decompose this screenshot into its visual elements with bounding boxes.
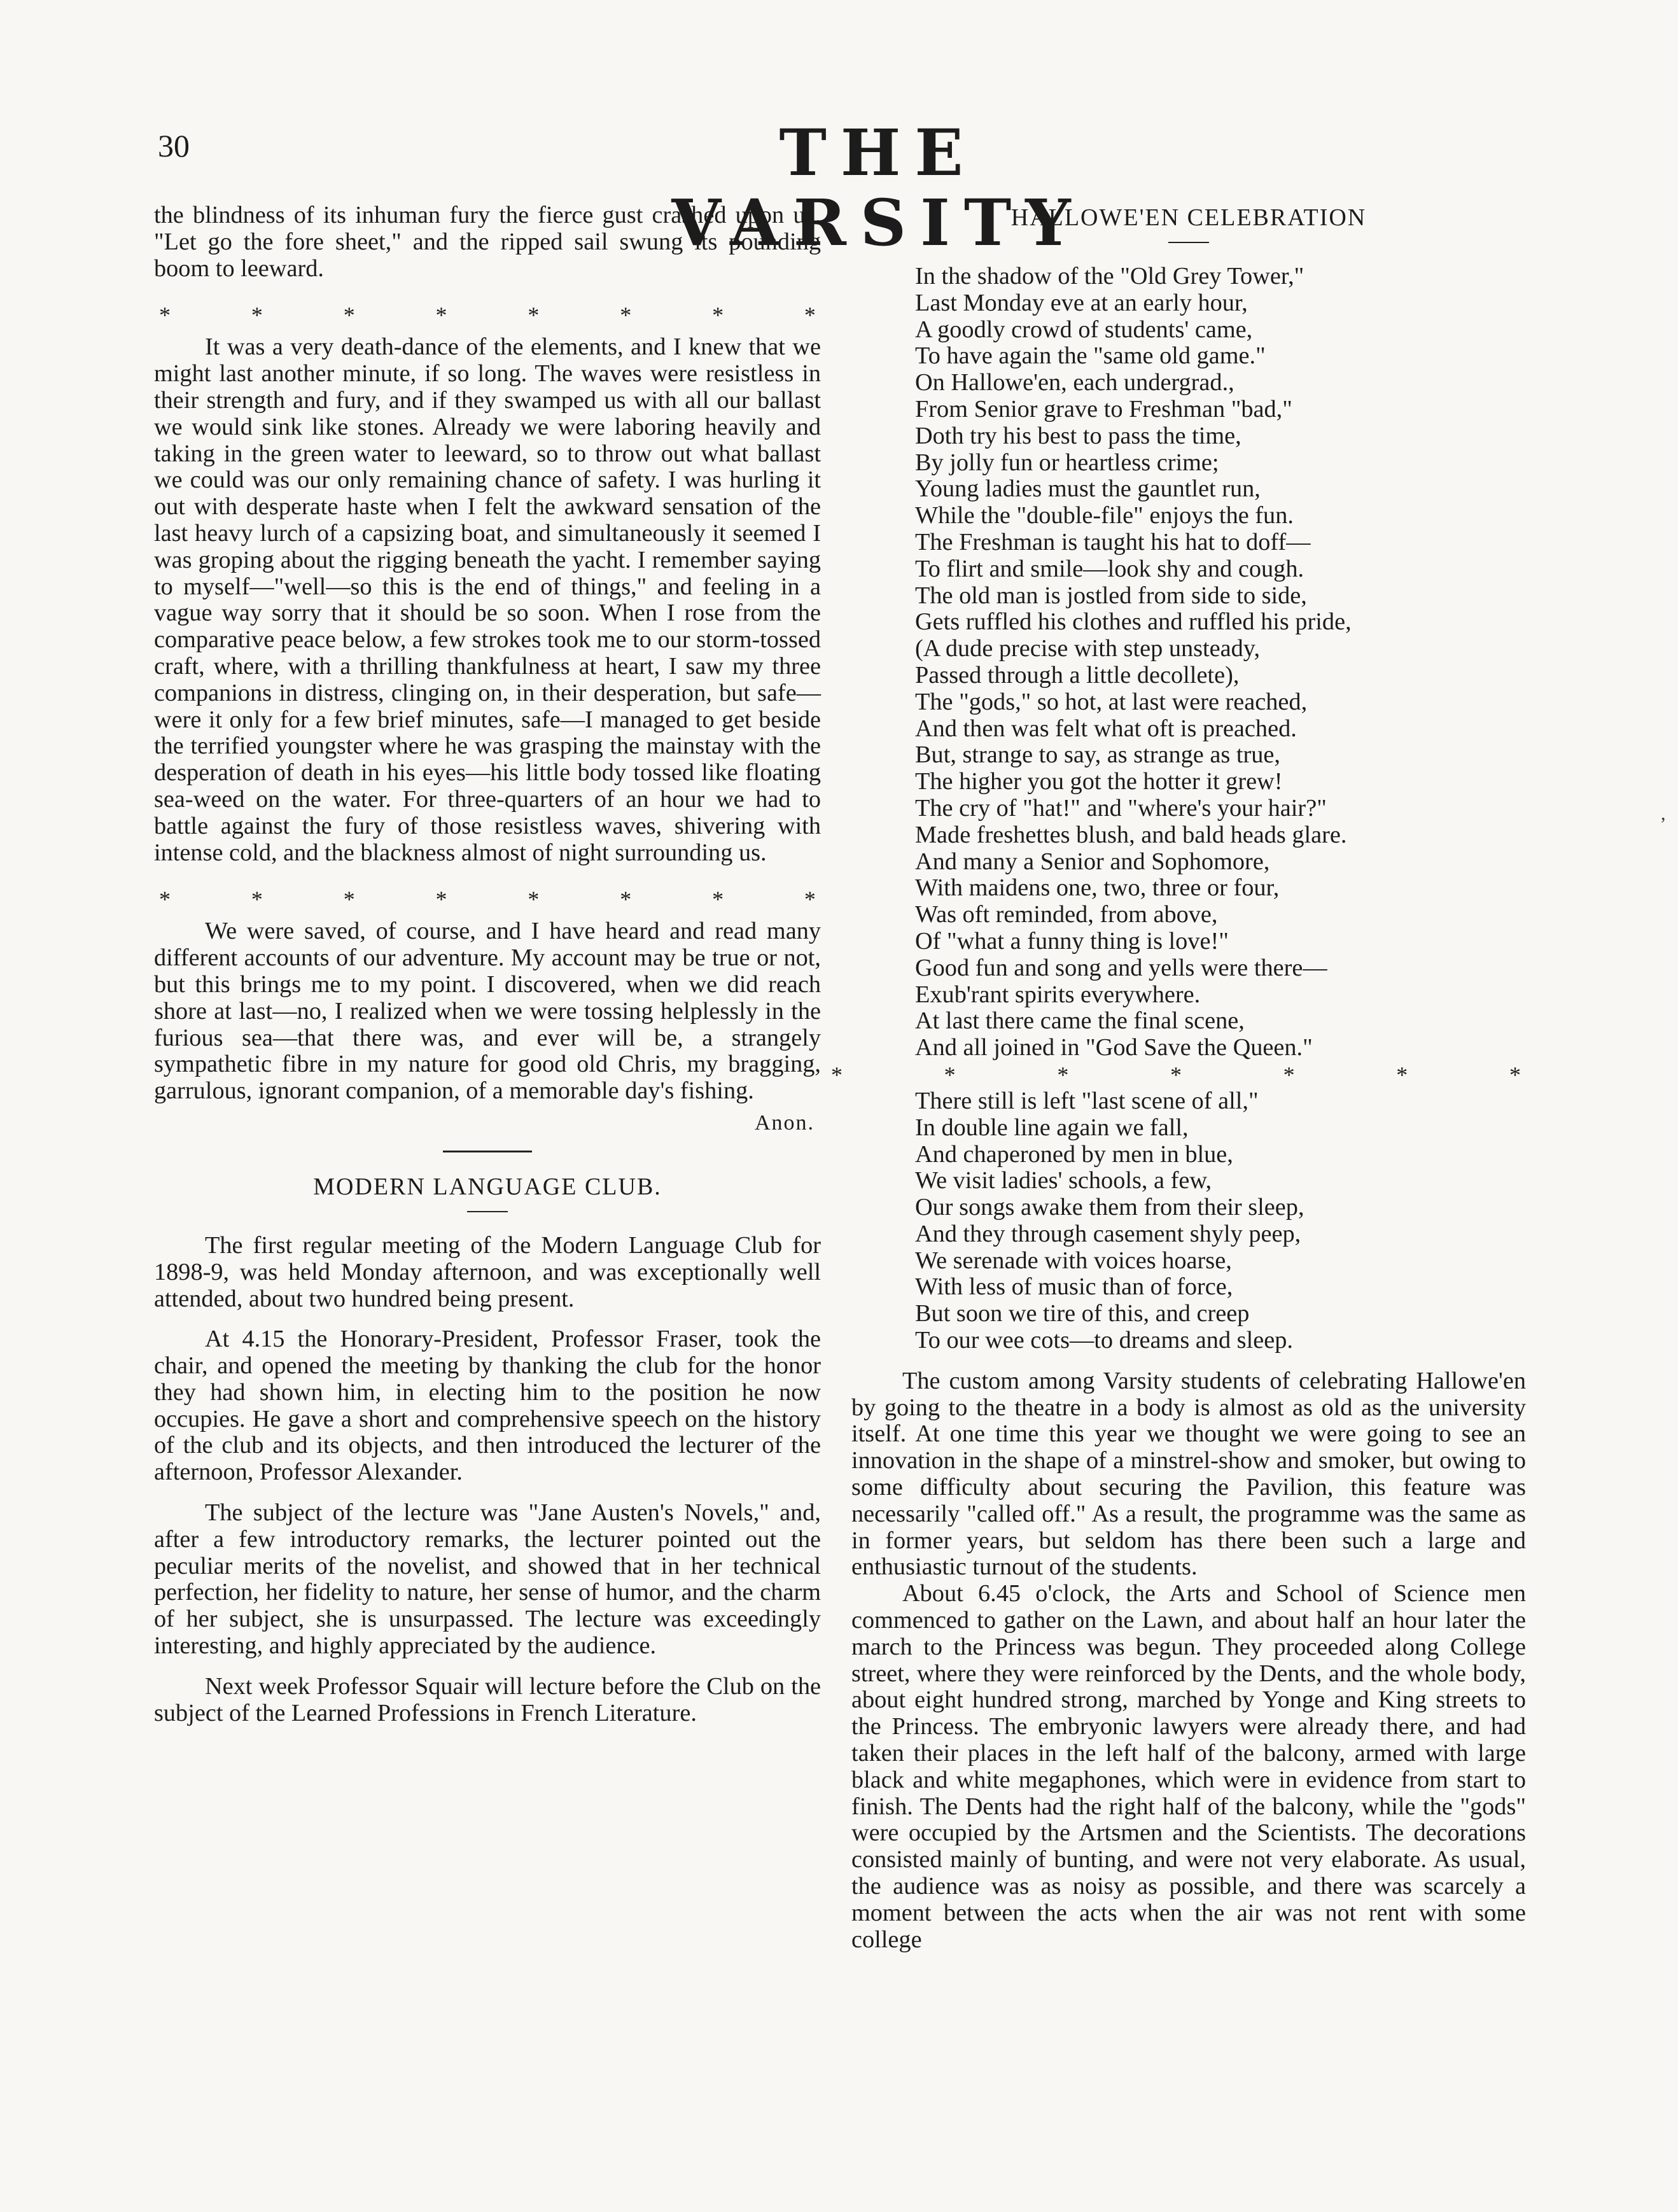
page-number: 30 xyxy=(158,128,190,164)
left-column xyxy=(154,202,821,1726)
poem-line: And they through casement shyly peep, xyxy=(915,1220,1301,1247)
poem-line: To flirt and smile—look shy and cough. xyxy=(915,555,1304,582)
poem-line: The cry of "hat!" and "where's your hair?" xyxy=(915,794,1327,822)
poem-part-2 xyxy=(851,1088,1526,1354)
poem-line: Made freshettes blush, and bald heads glare. xyxy=(915,821,1347,848)
poem-line: Young ladies must the gauntlet run, xyxy=(915,475,1261,503)
section-stars-2: * * * * * * * * xyxy=(159,886,816,913)
story-paragraph-3: We were saved, of course, and I have heard and read many different accounts of our adventure. My account may be true or not, but this brings me to my point. I discovered, when we did reach shore at last—no, I realized when we were tossing helplessly in the furious sea—that there was, and ever will be, a strangely sympathetic fibre in my nature for good old Chris, my bragging, garrulous, ignorant companion, of a memorable day's fishing. xyxy=(154,918,821,1105)
heading-rule xyxy=(1168,242,1209,243)
poem-line: And all joined in "God Save the Queen." xyxy=(915,1034,1313,1061)
poem-part-1 xyxy=(851,263,1526,1061)
poem-line: And then was felt what oft is preached. xyxy=(915,715,1297,742)
poem-line: The old man is jostled from side to side, xyxy=(915,582,1307,609)
story-paragraph-1: the blindness of its inhuman fury the fierce gust crashed upon us. "Let go the fore sheet," and the ripped sail swung its pounding boom to leeward. xyxy=(154,202,821,282)
right-column xyxy=(831,202,1526,1953)
poem-line: Doth try his best to pass the time, xyxy=(915,422,1241,449)
divider-rule xyxy=(443,1151,532,1152)
section-stars-1: * * * * * * * * xyxy=(159,302,816,328)
poem-line: With maidens one, two, three or four, xyxy=(915,874,1280,902)
story-paragraph-2: It was a very death-dance of the elements, and I knew that we might last another minute, if so long. The waves were resistless in their strength and fury, and if they swamped us with all our ballast we would sink like stones. Already we were laboring heavily and taking in the green water to leeward, so to throw out what ballast we could was our only remaining chance of safety. I was hurling it out with desperate haste when I felt the awkward sensation of the last heavy lurch of a capsizing boat, and simultaneously it seemed I was groping about the rigging beneath the yacht. I remember saying to myself—"well—so this is the end of things," and feeling in a vague way sorry that it should be so soon. When I rose from the comparative peace below, a few strokes took me to our storm-tossed craft, where, with a thrilling thankfulness at heart, I saw my three companions in distress, clinging on, in their desperation, but safe—were it only for a few brief minutes, safe—I managed to get beside the terrified youngster where he was grasping the mainstay with the desperation of death in his eyes—his little body tossed like floating sea-weed on the water. For three-quarters of an hour we had to battle against the fury of those resistless waves, shivering with intense cold, and the blackness almost of night surrounding us. xyxy=(154,333,821,866)
poem-line: Exub'rant spirits everywhere. xyxy=(915,981,1201,1008)
poem-line: We serenade with voices hoarse, xyxy=(915,1247,1232,1274)
club-paragraph-1: The first regular meeting of the Modern Language Club for 1898-9, was held Monday afternoon, and was exceptionally well attended, about two hundred being present. xyxy=(154,1231,821,1312)
poem-line: On Hallowe'en, each undergrad., xyxy=(915,369,1234,396)
club-paragraph-4: Next week Professor Squair will lecture before the Club on the subject of the Learned Professions in French Literature. xyxy=(154,1672,821,1726)
poem-line: To have again the "same old game." xyxy=(915,342,1266,370)
poem-line: In the shadow of the "Old Grey Tower," xyxy=(915,263,1304,290)
poem-line: Passed through a little decollete), xyxy=(915,661,1240,689)
poem-line: Good fun and song and yells were there— xyxy=(915,954,1327,981)
poem-line: And many a Senior and Sophomore, xyxy=(915,848,1270,875)
poem-line: With less of music than of force, xyxy=(915,1273,1233,1301)
poem-line: There still is left "last scene of all," xyxy=(915,1087,1259,1114)
poem-line: By jolly fun or heartless crime; xyxy=(915,449,1219,476)
masthead-title: THE VARSITY xyxy=(671,115,1085,260)
poem-line: While the "double-file" enjoys the fun. xyxy=(915,502,1294,529)
poem-line: A goodly crowd of students' came, xyxy=(915,316,1253,343)
poem-line: Was oft reminded, from above, xyxy=(915,901,1218,928)
poem-line: The "gods," so hot, at last were reached, xyxy=(915,688,1308,715)
author-signature: Anon. xyxy=(754,1110,815,1135)
club-heading: MODERN LANGUAGE CLUB. xyxy=(313,1173,662,1200)
poem-line: We visit ladies' schools, a few, xyxy=(915,1167,1212,1194)
poem-line: But soon we tire of this, and creep xyxy=(915,1300,1250,1327)
margin-mark: , xyxy=(1661,803,1666,824)
poem-line: In double line again we fall, xyxy=(915,1114,1189,1141)
poem-stars: * * * * * * * xyxy=(831,1061,1521,1088)
poem-line: But, strange to say, as strange as true, xyxy=(915,741,1280,769)
hallowe-en-heading: HALLOWE'EN CELEBRATION xyxy=(1010,204,1367,231)
club-paragraph-3: The subject of the lecture was "Jane Austen's Novels," and, after a few introductory remarks, the lecturer pointed out the peculiar merits of the novelist, and showed that in her technical perfection, her fidelity to nature, her sense of humor, and the charm of her subject, she is unsurpassed. The lecture was exceedingly interesting, and highly appreciated by the audience. xyxy=(154,1499,821,1660)
celebration-paragraph-1: The custom among Varsity students of celebrating Hallowe'en by going to the theatre in a body is almost as old as the university itself. At one time this year we thought we were going to see an innovation in the shape of a minstrel-show and smoker, but owing to some difficulty about securing the Pavilion, this feature was necessarily "called off." As a result, the programme was the same as in former years, but seldom has there been such a large and enthusiastic turnout of the students. xyxy=(851,1367,1526,1581)
poem-line: The higher you got the hotter it grew! xyxy=(915,768,1283,795)
poem-line: At last there came the final scene, xyxy=(915,1007,1245,1035)
poem-line: And chaperoned by men in blue, xyxy=(915,1140,1233,1168)
poem-line: To our wee cots—to dreams and sleep. xyxy=(915,1327,1293,1354)
poem-line: (A dude precise with step unsteady, xyxy=(915,635,1261,662)
poem-line: The Freshman is taught his hat to doff— xyxy=(915,528,1311,556)
heading-rule xyxy=(467,1211,508,1212)
poem-line: Gets ruffled his clothes and ruffled his pride, xyxy=(915,608,1352,636)
club-paragraph-2: At 4.15 the Honorary-President, Professor Fraser, took the chair, and opened the meeting by thanking the club for the honor they had shown him, in electing him to the position he now occupies. He gave a short and comprehensive speech on the history of the club and its objects, and then introduced the lecturer of the afternoon, Professor Alexander. xyxy=(154,1326,821,1486)
poem-line: From Senior grave to Freshman "bad," xyxy=(915,395,1292,423)
poem-line: Our songs awake them from their sleep, xyxy=(915,1194,1304,1221)
poem-line: Of "what a funny thing is love!" xyxy=(915,927,1229,955)
poem-line: Last Monday eve at an early hour, xyxy=(915,289,1248,316)
celebration-paragraph-2: About 6.45 o'clock, the Arts and School of Science men commenced to gather on the Lawn, and about half an hour later the march to the Princess was begun. They proceeded along College street, where they were reinforced by the Dents, and the whole body, about eight hundred strong, marched by Yonge and King streets to the Princess. The embryonic lawyers were already there, and had taken their places in the left half of the balcony, armed with large black and white megaphones, which were in evidence from start to finish. The Dents had the right half of the balcony, while the "gods" were occupied by the Artsmen and the Scientists. The decorations consisted mainly of bunting, and were not very elaborate. As usual, the audience was as noisy as possible, and there was scarcely a moment between the acts when the air was not rent with some college xyxy=(851,1580,1526,1953)
